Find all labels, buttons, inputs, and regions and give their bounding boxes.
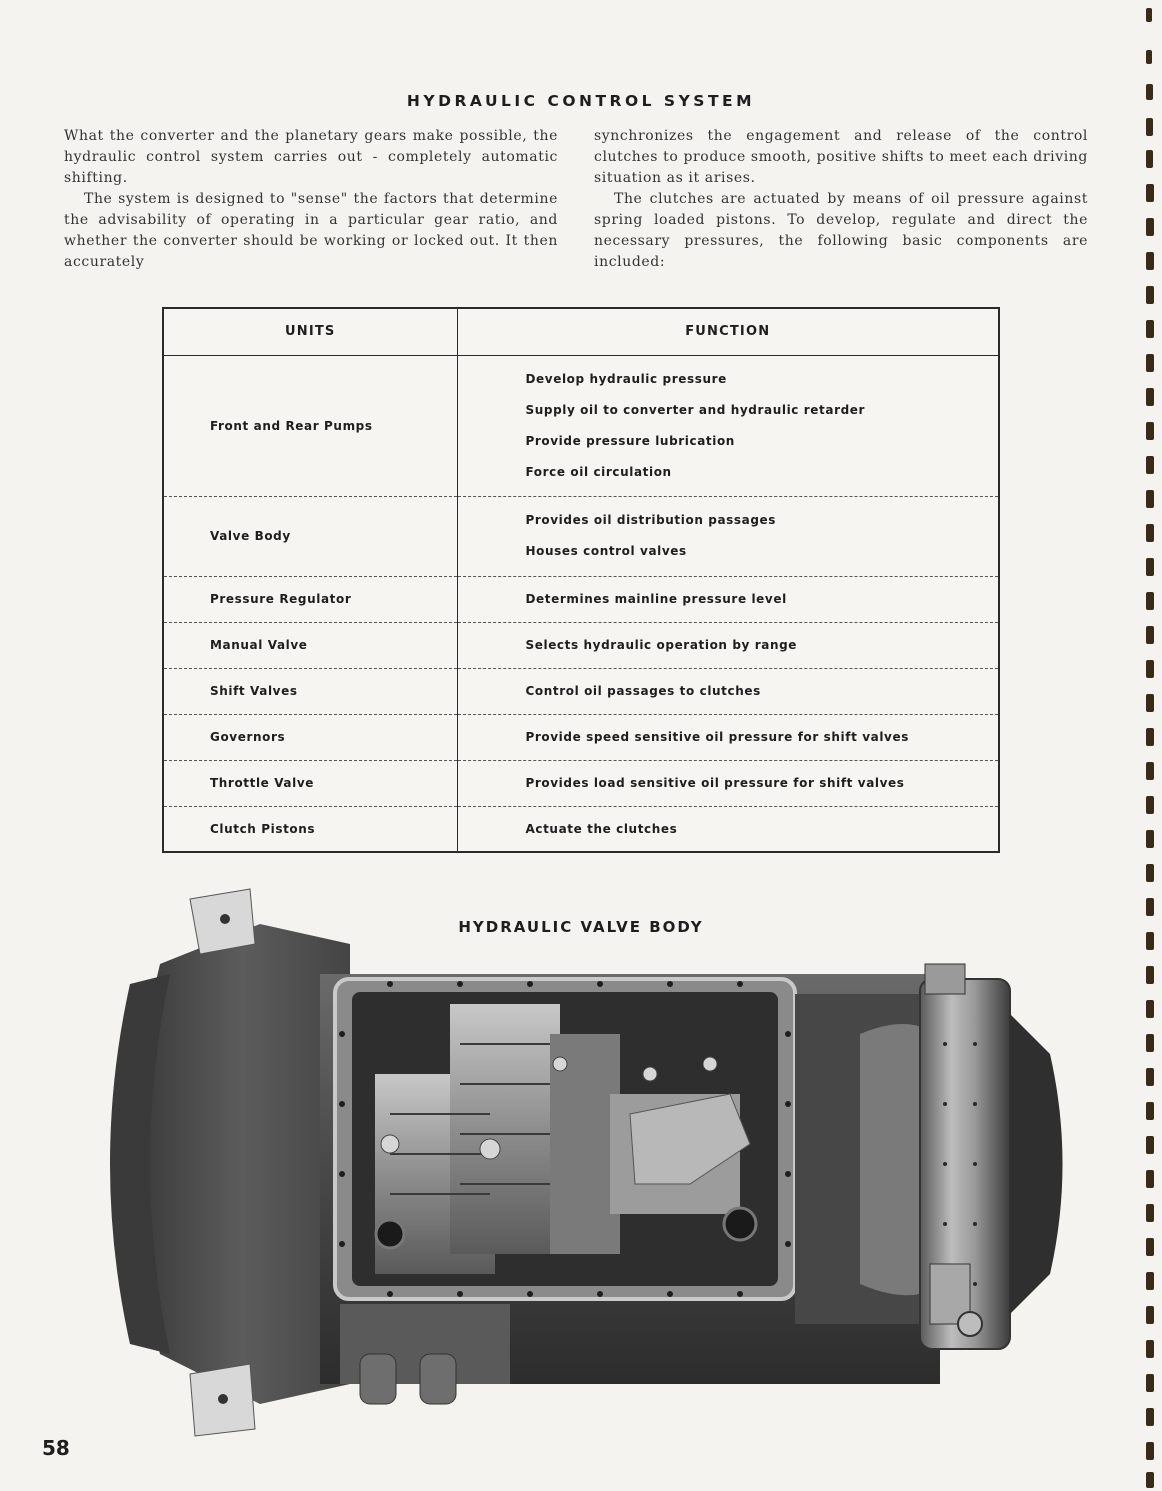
intro-paragraph: The clutches are actuated by means of oil pressure against spring loaded pistons. To develop, regulate and direct the necessary pressures, the following basic components are included: <box>594 191 1088 270</box>
function-line: Supply oil to converter and hydraulic retarder <box>525 402 866 417</box>
intro-left-column <box>64 126 558 273</box>
unit-cell: Front and Rear Pumps <box>163 355 457 496</box>
function-cell: Determines mainline pressure level <box>457 576 999 622</box>
function-cell: Actuate the clutches <box>525 821 678 836</box>
table-row <box>163 806 999 852</box>
unit-cell: Throttle Valve <box>163 760 457 806</box>
function-column-header: FUNCTION <box>457 308 999 355</box>
function-line: Develop hydraulic pressure <box>525 371 727 386</box>
table-row <box>163 576 999 622</box>
units-column-header: UNITS <box>163 308 457 355</box>
unit-cell: Valve Body <box>163 496 457 576</box>
function-cell: Selects hydraulic operation by range <box>457 622 999 668</box>
function-cell: Control oil passages to clutches <box>457 668 999 714</box>
intro-paragraph: synchronizes the engagement and release of the control clutches to produce smooth, positive shifts to meet each driving situation as it arises. <box>594 128 1088 186</box>
function-cell: Provide speed sensitive oil pressure for shift valves <box>457 714 999 760</box>
unit-cell: Manual Valve <box>163 622 457 668</box>
unit-cell: Shift Valves <box>163 668 457 714</box>
units-function-table <box>162 307 1000 853</box>
binding-holes <box>1140 0 1162 1491</box>
table-row <box>163 355 999 496</box>
table-row <box>163 496 999 576</box>
function-line: Provide pressure lubrication <box>525 433 735 448</box>
table-header-row <box>163 308 999 355</box>
function-cell <box>457 496 999 576</box>
table-row <box>163 622 999 668</box>
intro-paragraph: The system is designed to "sense" the factors that determine the advisability of operating in a particular gear ratio, and whether the converter should be working or locked out. It then accurately <box>64 191 558 270</box>
function-line: Houses control valves <box>525 544 687 558</box>
intro-paragraph: What the converter and the planetary gears make possible, the hydraulic control system carries out - completely automatic shifting. <box>64 128 558 186</box>
function-cell <box>457 355 999 496</box>
unit-cell: Governors <box>163 714 457 760</box>
function-line: Provides oil distribution passages <box>525 513 776 527</box>
page-number: 58 <box>42 1436 70 1460</box>
unit-cell: Clutch Pistons <box>163 806 457 852</box>
function-cell: Provides load sensitive oil pressure for shift valves <box>457 760 999 806</box>
table-row <box>163 714 999 760</box>
table-row <box>163 668 999 714</box>
intro-right-column <box>594 126 1088 273</box>
figure-caption: HYDRAULIC VALVE BODY <box>458 918 704 936</box>
function-line: Force oil circulation <box>525 464 672 479</box>
page-title: HYDRAULIC CONTROL SYSTEM <box>406 92 756 110</box>
unit-cell: Pressure Regulator <box>163 576 457 622</box>
table-row <box>163 760 999 806</box>
transmission-photo <box>90 884 1090 1444</box>
